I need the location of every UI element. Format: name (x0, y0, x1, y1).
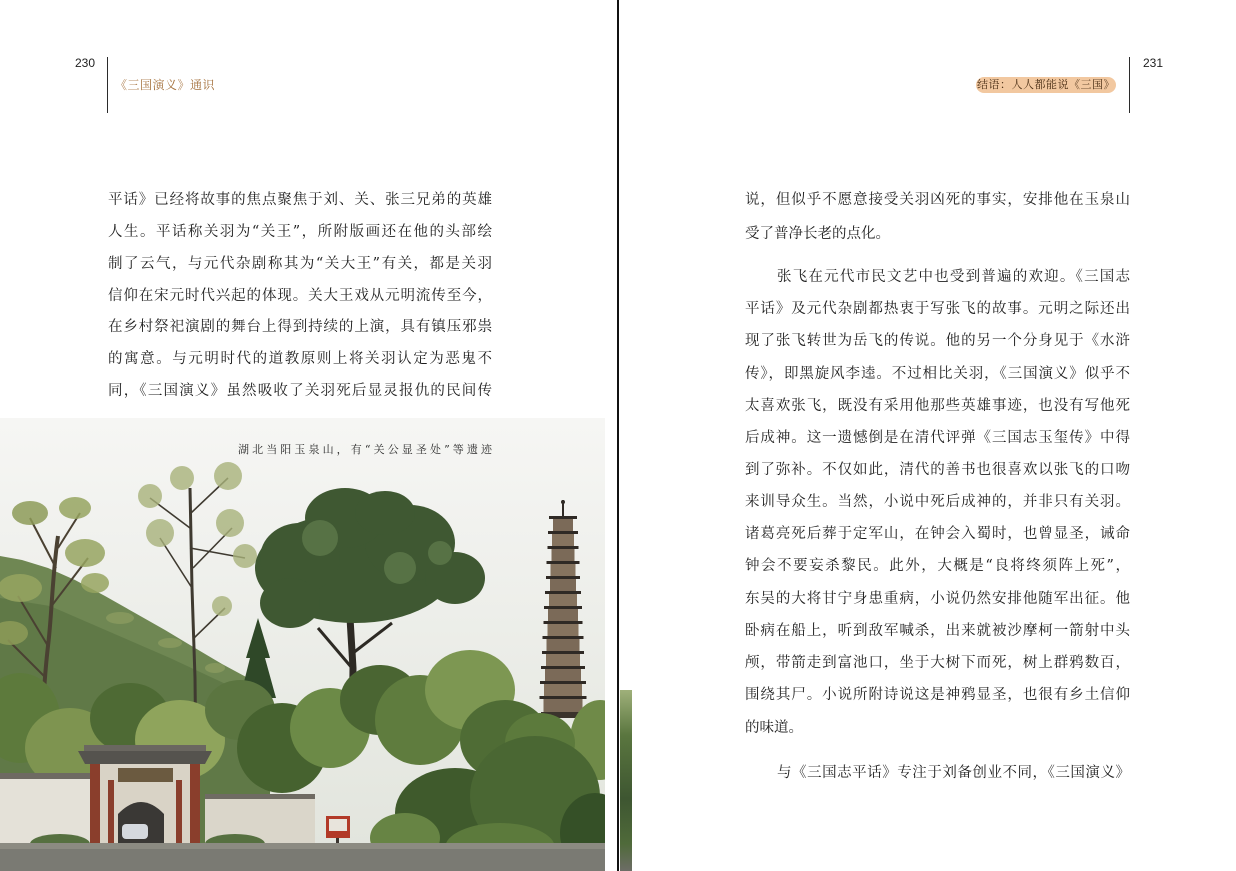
body-line: 来训导众生。当然，小说中死后成神的，并非只有关羽。 (745, 494, 1130, 510)
header-rule (1129, 57, 1130, 113)
pagoda-body (545, 669, 581, 681)
running-head: 结语：人人都能说《三国》 (977, 78, 1115, 91)
large-tree-highlight (384, 552, 416, 584)
pagoda-body (548, 624, 579, 636)
body-line: 在乡村祭祀演剧的舞台上得到持续的上演，具有镇压邪祟 (108, 319, 492, 335)
body-line: 人生。平话称关羽为“关王”，所附版画还在他的头部绘 (108, 224, 492, 240)
body-line: 信仰在宋元时代兴起的体现。关大王戏从元明流传至今， (108, 288, 492, 304)
gate-pillar (108, 780, 114, 844)
pagoda-eave (543, 636, 584, 639)
page-number: 230 (75, 56, 96, 70)
body-line: 传》，即黑旋风李逵。不过相比关羽，《三国演义》似乎不 (745, 366, 1130, 382)
wall-body (0, 779, 90, 845)
body-line: 现了张飞转世为岳飞的传说。他的另一个分身见于《水浒 (745, 333, 1130, 349)
pagoda-body (551, 564, 576, 576)
gate-pillar (190, 764, 200, 844)
gate-plaque (118, 768, 173, 782)
body-line: 的寓意。与元明时代的道教原则上将关羽认定为恶鬼不 (108, 351, 492, 367)
body-line: 平话》及元代杂剧都热衷于写张飞的故事。元明之际还出 (745, 301, 1130, 317)
large-tree-canopy (355, 491, 415, 535)
large-tree-canopy (260, 578, 320, 628)
running-head: 《三国演义》通识 (115, 78, 216, 92)
pagoda-eave (545, 591, 581, 594)
pagoda-finial (561, 500, 565, 504)
pagoda-eave (540, 681, 586, 684)
gate-roof (78, 751, 212, 764)
pagoda-body (544, 699, 583, 712)
tall-tree-foliage (212, 596, 232, 616)
hillside-tree (158, 638, 182, 648)
road (0, 849, 605, 871)
red-sign-panel (329, 819, 347, 831)
body-line: 张飞在元代市民文艺中也受到普遍的欢迎。《三国志 (777, 269, 1130, 285)
body-line: 到了弥补。不仅如此，清代的善书也很喜欢以张飞的口吻 (745, 462, 1130, 478)
photo-caption: 湖北当阳玉泉山，有“关公显圣处”等遗迹 (238, 443, 492, 456)
right-page (619, 0, 1236, 871)
page-number: 231 (1143, 56, 1164, 70)
left-page (0, 0, 617, 871)
large-tree-highlight (302, 520, 338, 556)
tall-tree-foliage (214, 462, 242, 490)
curb (0, 843, 605, 849)
pagoda-body (552, 534, 574, 546)
pagoda-body (549, 594, 577, 606)
large-tree-highlight (428, 541, 452, 565)
left-wall (0, 773, 90, 845)
body-line: 太喜欢张飞，既没有采用他那些英雄事迹，也没有写他死 (745, 398, 1130, 414)
gate-pillar (90, 764, 100, 844)
body-line: 卧病在船上，听到敌军喊杀，出来就被沙摩柯一箭射中头 (745, 623, 1130, 639)
gate-pillar (176, 780, 182, 844)
pagoda-eave (544, 606, 582, 609)
left-tree-foliage (59, 497, 91, 519)
pagoda-eave (540, 696, 587, 699)
tall-tree-foliage (138, 484, 162, 508)
photo (0, 418, 605, 871)
body-line: 的味道。 (745, 720, 803, 736)
pagoda-eave (542, 651, 584, 654)
body-line: 说，但似乎不愿意接受关羽凶死的事实，安排他在玉泉山 (745, 192, 1130, 208)
pagoda-body (552, 549, 575, 561)
body-line: 围绕其尸。小说所附诗说这是神鸦显圣，也很有乡土信仰 (745, 687, 1130, 703)
pagoda-body (553, 519, 573, 531)
left-tree-foliage (12, 501, 48, 525)
body-line: 钟会不要妄杀黎民。此外，大概是“良将终须阵上死”， (745, 558, 1130, 574)
pagoda-eave (547, 561, 580, 564)
photo-bleed (620, 690, 632, 871)
pagoda-body (544, 684, 582, 696)
tall-tree-foliage (170, 466, 194, 490)
pagoda-eave (548, 531, 578, 534)
body-line: 东吴的大将甘宁身患重病，小说仍然安排他随军出征。他 (745, 591, 1130, 607)
pagoda-eave (541, 666, 585, 669)
parked-car (122, 824, 148, 839)
pagoda-eave (548, 546, 579, 549)
left-tree-foliage (81, 573, 109, 593)
body-line: 制了云气，与元代杂剧称其为“关大王”有关，都是关羽 (108, 256, 492, 272)
pagoda-body (546, 654, 580, 666)
body-line: 同，《三国演义》虽然吸收了关羽死后显灵报仇的民间传 (108, 383, 492, 399)
pagoda-body (550, 579, 576, 591)
header-rule (107, 57, 108, 113)
body-line: 诸葛亮死后葬于定军山，在钟会入蜀时，也曾显圣，诫命 (745, 526, 1130, 542)
left-tree-foliage (65, 539, 105, 567)
wall-coping (205, 794, 315, 799)
hillside-tree (205, 663, 225, 673)
body-line: 颅，带箭走到富池口，坐于大树下而死，树上群鸦数百， (745, 655, 1130, 671)
wall-coping (0, 773, 90, 779)
tall-tree-foliage (146, 519, 174, 547)
body-line: 平话》已经将故事的焦点聚焦于刘、关、张三兄弟的英雄 (108, 192, 492, 208)
tall-tree-foliage (216, 509, 244, 537)
left-tree-foliage (0, 574, 42, 602)
pagoda-eave (546, 576, 580, 579)
body-line: 受了普净长老的点化。 (745, 226, 890, 242)
pagoda-eave (549, 516, 577, 519)
hillside-tree (106, 612, 134, 624)
tall-tree-foliage (233, 544, 257, 568)
body-line: 后成神。这一遗憾倒是在清代评弹《三国志玉玺传》中得 (745, 430, 1130, 446)
photo-image (0, 418, 605, 871)
gate-ridge (84, 745, 206, 751)
pagoda-body (547, 639, 580, 651)
pagoda-body (548, 609, 578, 621)
body-line: 与《三国志平话》专注于刘备创业不同，《三国演义》 (777, 765, 1130, 781)
stone-gate (78, 745, 212, 844)
pagoda-eave (544, 621, 583, 624)
